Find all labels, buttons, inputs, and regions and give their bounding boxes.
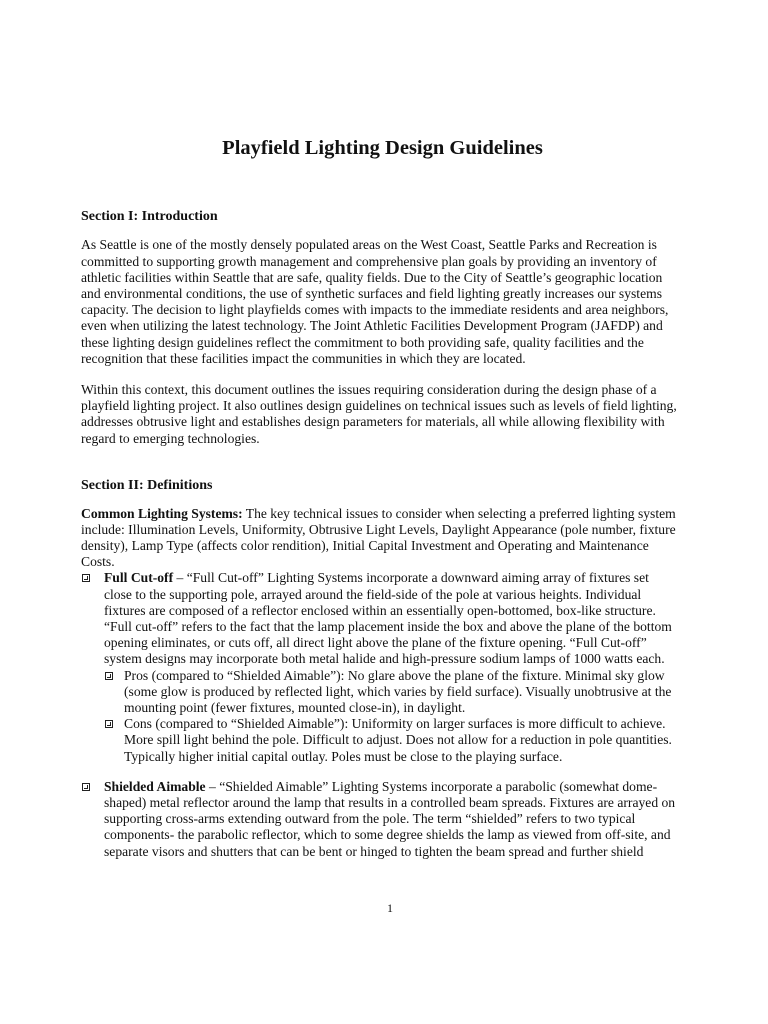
page-number: 1: [387, 901, 393, 915]
list-item-shielded-aimable: [81, 779, 680, 860]
list-item-full-cutoff: [81, 570, 680, 764]
list-item-pros: [104, 668, 680, 717]
list-item-cons: [104, 716, 680, 765]
cons-text: Cons (compared to “Shielded Aimable”): Uniformity on larger surfaces is more difficult to achieve. More spill light behind the pole. Difficult to adjust. Does not allow for a reduction in pole quantities. Typically higher initial capital outlay. Poles must be close to the playing surface.: [124, 716, 672, 764]
intro-paragraph-1: As Seattle is one of the mostly densely populated areas on the West Coast, Seattle Parks and Recreation is committed to supporting growth management and comprehensive plan goals by providing an inventory of athletic facilities within Seattle that are safe, quality fields. Due to the City of Seattle’s geographic location and environmental conditions, the use of synthetic surfaces and field lighting greatly increases our systems capacity. The decision to light playfields comes with impacts to the immediate residents and area neighbors, even when utilizing the latest technology. The Joint Athletic Facilities Development Program (JAFDP) and these lighting design guidelines reflect the commitment to both providing safe, quality facilities and the recognition that these facilities impact the communities in which they are located.: [81, 237, 669, 366]
checkbox-bullet-icon: [82, 783, 90, 791]
common-lighting-paragraph: [81, 506, 680, 571]
full-cutoff-text: – “Full Cut-off” Lighting Systems incorporate a downward aiming array of fixtures set close to the supporting pole, arrayed around the field-side of the pole at various heights. Individual fixtures are composed of a reflector enclosed within an essentially open-bottomed, box-like structure. “Full cut-off” refers to the fact that the lamp placement inside the box and above the plane of the bottom opening eliminates, or cuts off, all direct light above the plane of the fixture opening. “Full Cut-off” system designs may incorporate both metal halide and high-pressure sodium lamps of 1000 watts each.: [104, 570, 672, 667]
shielded-aimable-lead: Shielded Aimable: [104, 778, 206, 794]
checkbox-bullet-icon: [105, 672, 113, 680]
document-title: Playfield Lighting Design Guidelines: [222, 137, 543, 159]
section-heading-definitions: Section II: Definitions: [81, 477, 213, 493]
section-heading-introduction: Section I: Introduction: [81, 208, 218, 224]
definitions-list: [81, 570, 680, 859]
checkbox-bullet-icon: [105, 720, 113, 728]
common-lighting-text: The key technical issues to consider when selecting a preferred lighting system include: Illumination Levels, Uniformity, Obtrusive Light Levels, Daylight Appearance (pole number, fixture density), Lamp Type (affects color rendition), Initial Capital Investment and Operating and Maintenance Costs.: [81, 505, 676, 570]
pros-text: Pros (compared to “Shielded Aimable”): No glare above the plane of the fixture. Minimal sky glow (some glow is produced by reflected light, which varies by field surface). Visually unobtrusive at the mounting point (fewer fixtures, mounted close-in), in daylight.: [124, 667, 672, 716]
shielded-aimable-text: – “Shielded Aimable” Lighting Systems incorporate a parabolic (somewhat dome-shaped) metal reflector around the lamp that results in a controlled beam spreads. Fixtures are arrayed on supporting cross-arms extending outward from the pole. The term “shielded” refers to two typical components- the parabolic reflector, which to some degree shields the lamp as viewed from off-site, and separate visors and shutters that can be bent or hinged to tighten the beam spread and further shield: [104, 778, 676, 859]
intro-paragraph-2: Within this context, this document outlines the issues requiring consideration during the design phase of a playfield lighting project. It also outlines design guidelines on technical issues such as levels of field lighting, addresses obtrusive light and establishes design parameters for materials, all while allowing flexibility with regard to emerging technologies.: [81, 382, 677, 446]
checkbox-bullet-icon: [82, 574, 90, 582]
common-lighting-lead: Common Lighting Systems:: [81, 505, 243, 521]
full-cutoff-lead: Full Cut-off: [104, 570, 174, 586]
full-cutoff-sublist: [104, 668, 680, 765]
